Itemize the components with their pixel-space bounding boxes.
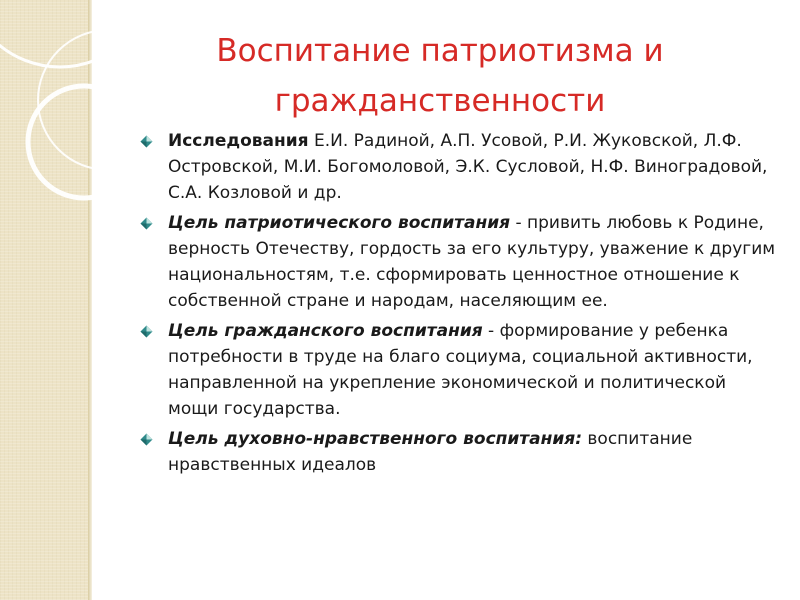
slide-title: Воспитание патриотизма и гражданственности xyxy=(216,33,664,119)
bullet-text: Е.И. Радиной, А.П. Усовой, Р.И. Жуковской, Л.Ф. Островской, М.И. Богомоловой, Э.К. Сусловой, Н.Ф. Виноградовой, С.А. Козловой и др. xyxy=(168,131,768,203)
bullet-item-moral-goal xyxy=(140,426,780,478)
bullet-text: - формирование у ребенка потребности в труде на благо социума, социальной активности, направленной на укрепление экономической и политической мощи государства. xyxy=(168,321,753,419)
teal-diamond-bullet-icon xyxy=(140,325,153,338)
teal-diamond-bullet-icon xyxy=(140,217,153,230)
bullet-item-civic-goal xyxy=(140,318,780,422)
bullet-list xyxy=(140,128,780,482)
bullet-lead: Цель патриотического воспитания xyxy=(168,213,511,233)
bullet-item-patriotic-goal xyxy=(140,210,780,314)
bullet-item-research xyxy=(140,128,780,206)
bullet-text: воспитание нравственных идеалов xyxy=(168,429,693,475)
bullet-lead: Цель духовно-нравственного воспитания: xyxy=(168,429,582,449)
teal-diamond-bullet-icon xyxy=(140,135,153,148)
teal-diamond-bullet-icon xyxy=(140,433,153,446)
bullet-lead: Цель гражданского воспитания xyxy=(168,321,483,341)
decorative-rings xyxy=(0,0,160,600)
bullet-text: - привить любовь к Родине, верность Отечеству, гордость за его культуру, уважение к другим национальностям, т.е. сформировать ценностное отношение к собственной стране и народам, населяющим ее. xyxy=(168,213,776,311)
bullet-lead: Исследования xyxy=(168,131,309,151)
